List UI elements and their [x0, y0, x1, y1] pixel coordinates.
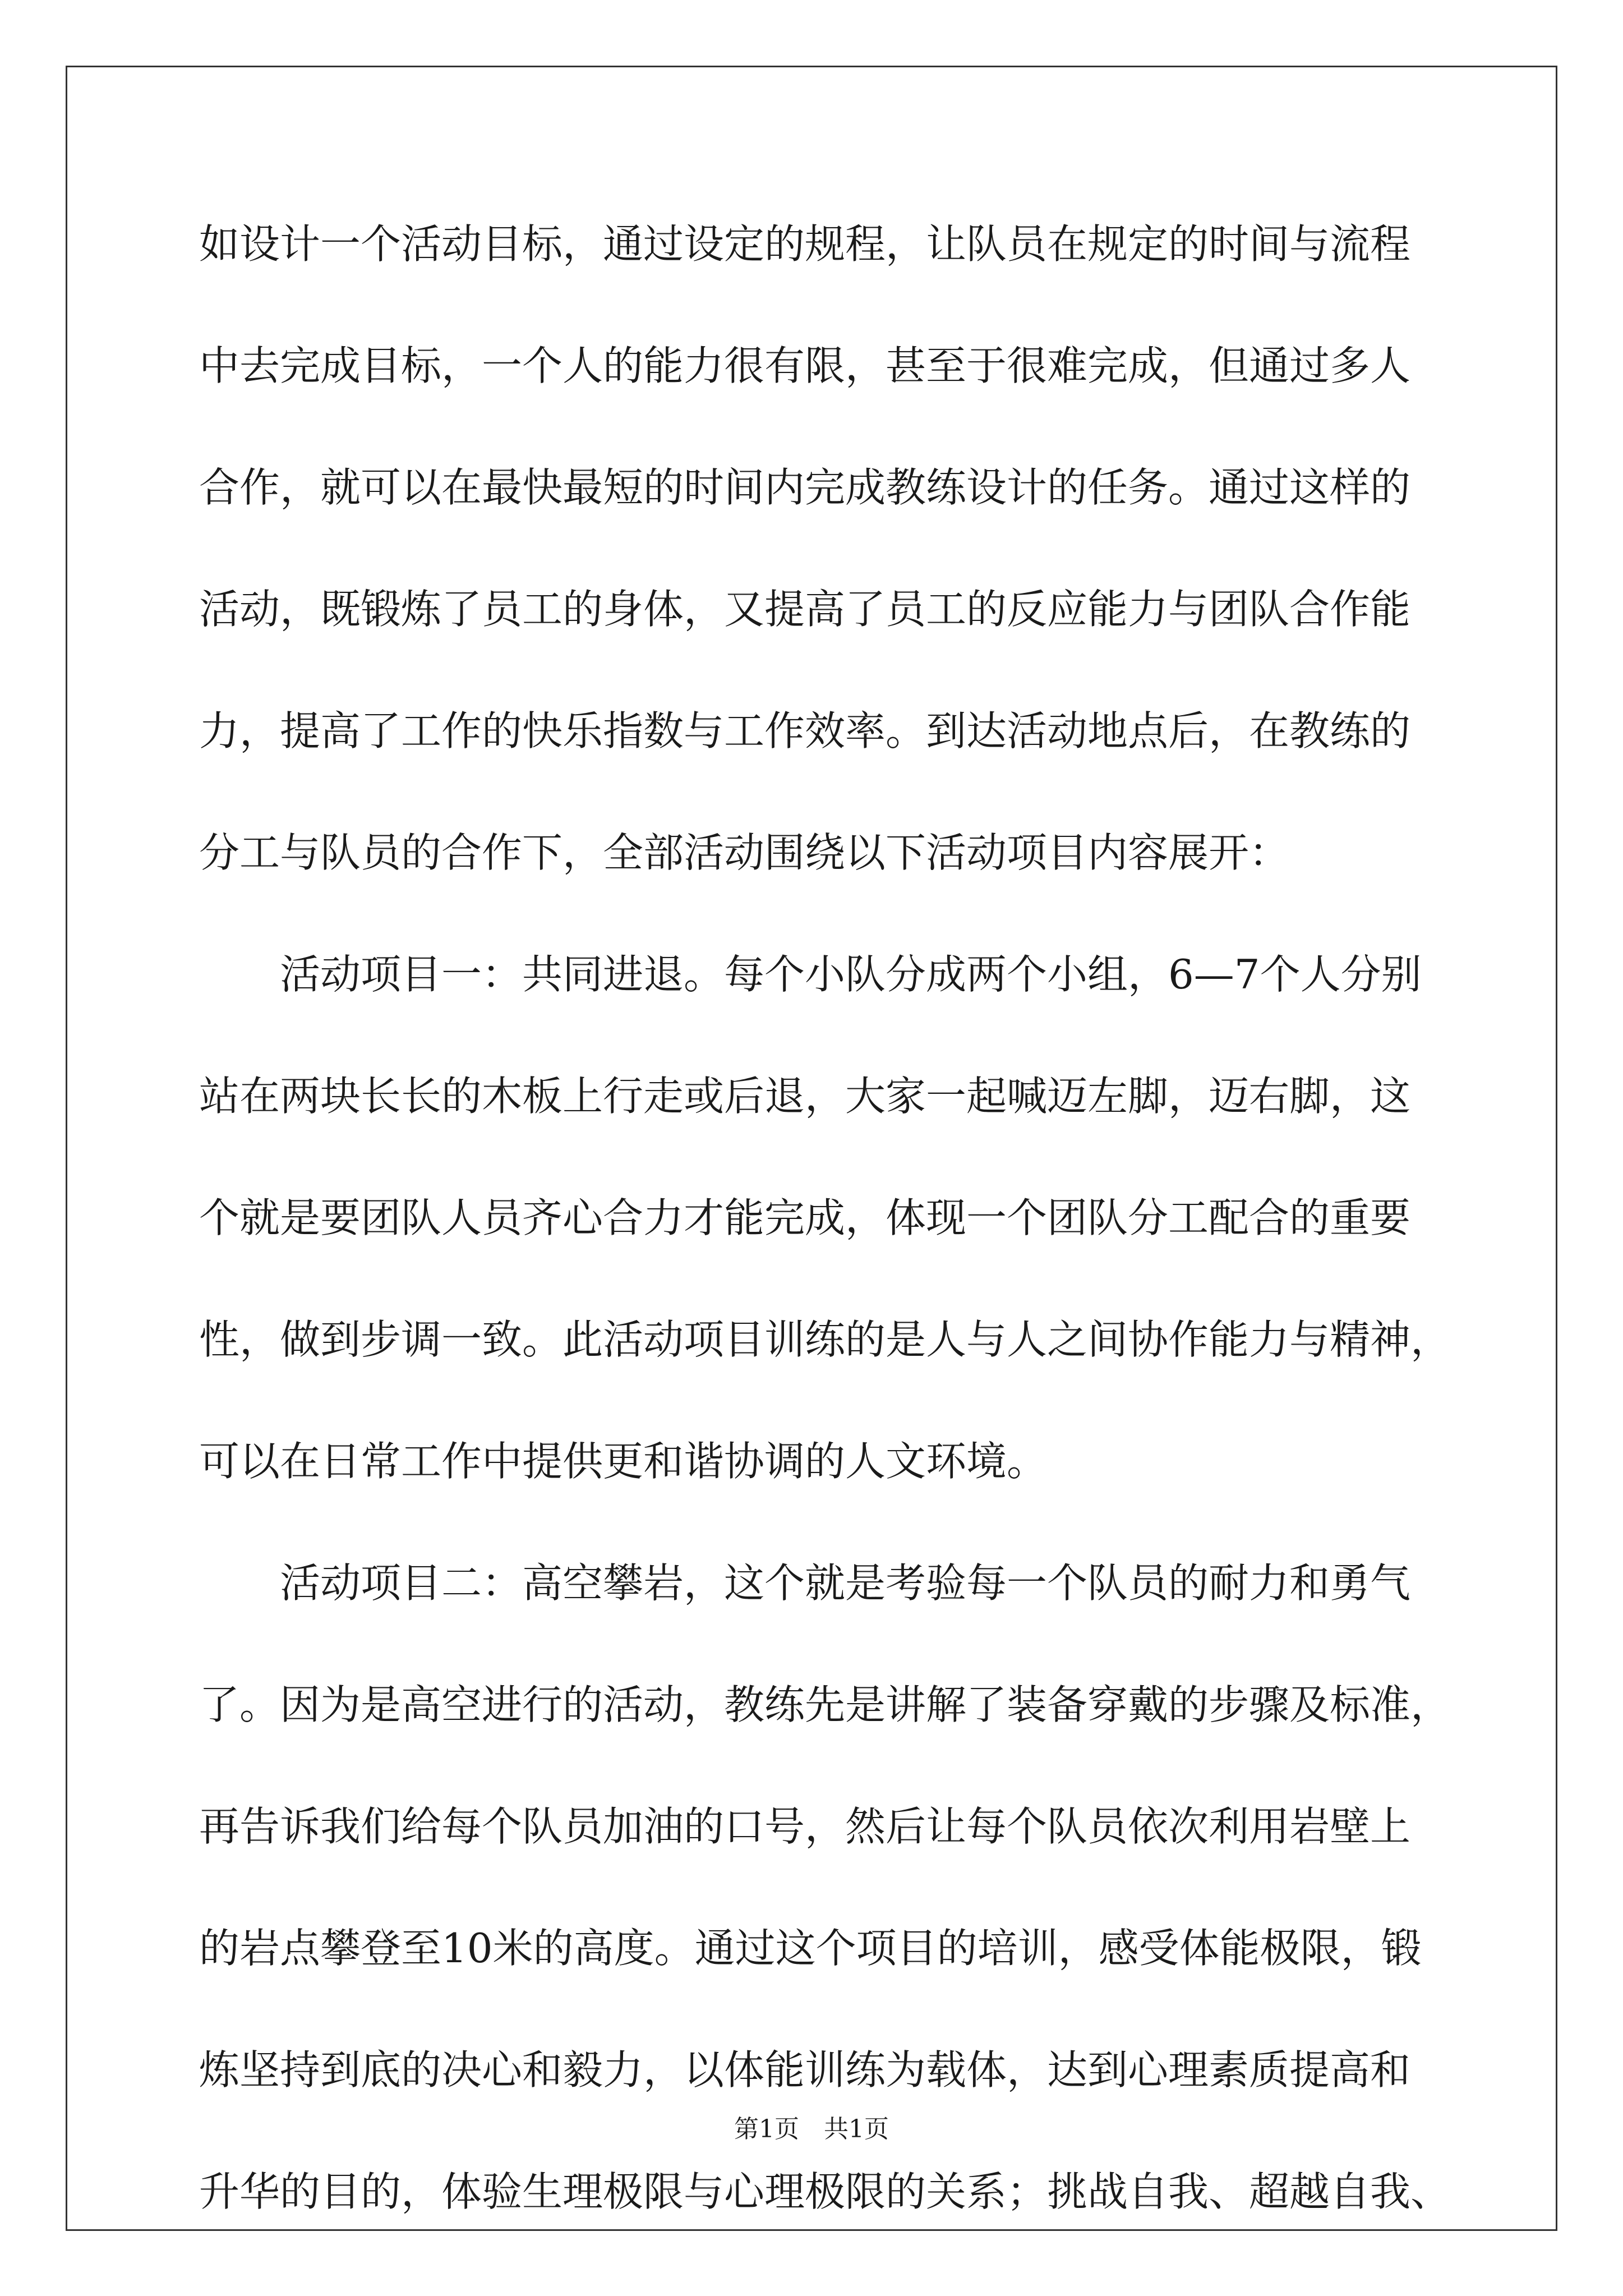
text-line: 活动，既锻炼了员工的身体，又提高了员工的反应能力与团队合作能 — [199, 586, 1411, 633]
text-line: 活动项目一：共同进退。每个小队分成两个小组，6—7个人分别 — [199, 951, 1422, 998]
text-line: 合作，就可以在最快最短的时间内完成教练设计的任务。通过这样的 — [199, 464, 1411, 511]
text-line: 的岩点攀登至10米的高度。通过这个项目的培训，感受体能极限，锻 — [199, 1925, 1422, 1972]
text-line: 活动项目二：高空攀岩，这个就是考验每一个队员的耐力和勇气 — [199, 1559, 1411, 1607]
text-line: 可以在日常工作中提供更和谐协调的人文环境。 — [199, 1438, 1048, 1485]
text-line: 站在两块长长的木板上行走或后退，大家一起喊迈左脚，迈右脚，这 — [199, 1073, 1411, 1120]
document-body — [199, 213, 1451, 2283]
text-line: 了。因为是高空进行的活动，教练先是讲解了装备穿戴的步骤及标准， — [199, 1681, 1451, 1728]
text-line: 分工与队员的合作下，全部活动围绕以下活动项目内容展开： — [199, 829, 1290, 876]
text-line: 中去完成目标，一个人的能力很有限，甚至于很难完成，但通过多人 — [199, 342, 1411, 389]
text-line: 升华的目的，体验生理极限与心理极限的关系；挑战自我、超越自我、 — [199, 2168, 1451, 2215]
text-line: 性，做到步调一致。此活动项目训练的是人与人之间协作能力与精神， — [199, 1316, 1451, 1363]
text-line: 再告诉我们给每个队员加油的口号，然后让每个队员依次利用岩壁上 — [199, 1803, 1411, 1850]
text-line: 力，提高了工作的快乐指数与工作效率。到达活动地点后，在教练的 — [199, 707, 1411, 754]
text-line: 如设计一个活动目标，通过设定的规程，让队员在规定的时间与流程 — [199, 220, 1411, 268]
text-line: 炼坚持到底的决心和毅力，以体能训练为载体，达到心理素质提高和 — [199, 2046, 1411, 2093]
page-number-footer: 第1页 共1页 — [734, 2115, 889, 2143]
text-line: 个就是要团队人员齐心合力才能完成，体现一个团队分工配合的重要 — [199, 1194, 1411, 1241]
